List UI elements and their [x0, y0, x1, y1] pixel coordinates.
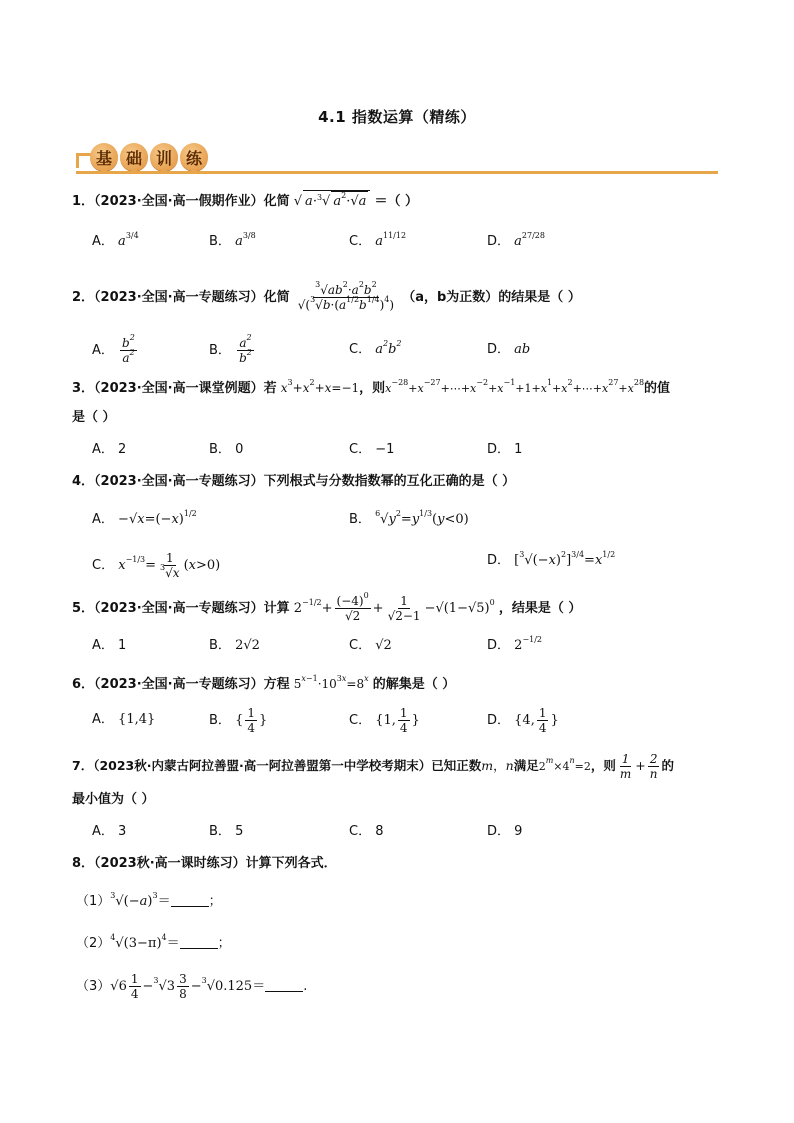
banner-char: 基 — [90, 143, 118, 171]
q5-option-c[interactable]: C． √2 — [349, 638, 392, 653]
q2-option-b[interactable]: B． $\frac{a^2}{b^2}$ — [209, 333, 252, 365]
q1-option-d[interactable]: D． $a^{27/28}$ — [487, 231, 545, 249]
question-1-formula: √ a·$^3$√ $a^2\cdot√a$ — [294, 194, 371, 209]
question-6: 6．（2023·全国·高一专题练习）方程 $5^{x-1}\cdot 10^{3x}=8^x$ 的解集是（ ） — [72, 674, 456, 692]
q2-option-d[interactable]: D． ab — [487, 342, 531, 357]
banner-label — [90, 143, 210, 171]
q2-option-c[interactable]: C． $a^2b^2$ — [349, 339, 402, 357]
q5-option-a[interactable]: A． 1 — [92, 638, 127, 653]
q6-option-a[interactable]: A． {1,4} — [92, 712, 156, 727]
question-2-fraction: $\frac{^3√ab^2\cdot a^2b^2}{√(^3√b\cdot(a^{1/2}b^{1/4})^4)}$ — [297, 280, 395, 312]
q7-option-c[interactable]: C． 8 — [349, 824, 384, 839]
section-banner — [76, 143, 718, 175]
q8-part-2: $(2)^4√(3-\pi)^4=$ ； — [76, 933, 231, 951]
question-5-text: 5．（2023·全国·高一专题练习）计算 — [72, 601, 290, 616]
q3-option-a[interactable]: A． 2 — [92, 442, 127, 457]
answer-blank[interactable] — [180, 936, 218, 949]
answer-blank[interactable] — [171, 894, 209, 907]
q2-option-a[interactable]: A． $\frac{b^2}{a^2}$ — [92, 333, 135, 365]
question-2-suffix: （a，b为正数）的结果是（ ） — [402, 290, 581, 305]
q5-option-d[interactable]: D． $2^{-1/2}$ — [487, 635, 543, 653]
page-title: 4.1 指数运算（精练） — [318, 108, 476, 126]
q5-option-b[interactable]: B． 2√2 — [209, 638, 260, 653]
banner-underline — [76, 171, 718, 174]
question-2 — [72, 280, 581, 312]
q6-option-d[interactable]: D． {4, $\frac{1}{4}$ } — [487, 706, 559, 735]
banner-corner — [76, 153, 91, 168]
q6-option-b[interactable]: B． { $\frac{1}{4}$ } — [209, 706, 268, 735]
q4-option-d[interactable]: D． $[^3√(-x)^2]^{3/4}=x^{1/2}$ — [487, 550, 616, 568]
question-3-condition: $x^3+x^2+x=-1$ — [280, 378, 360, 395]
question-3-line2: 是（ ） — [72, 410, 116, 425]
question-6-equation: $5^{x-1}\cdot 10^{3x}=8^x$ — [293, 674, 369, 691]
question-8: 8．（2023秋·高一课时练习）计算下列各式． — [72, 856, 337, 871]
q4-option-b[interactable]: B． $^6√y^2=y^{1/3}(y<0)$ — [349, 509, 469, 527]
question-3-text: 3．（2023·全国·高一课堂例题）若 — [72, 381, 277, 396]
q4-option-a[interactable]: A． $-√x=(-x)^{1/2}$ — [92, 509, 197, 527]
question-1-text: 1．（2023·全国·高一假期作业）化简 — [72, 194, 290, 209]
q8-part-3: （3）√6 $\frac{1}{4}$ −$^3$√3 $\frac{3}{8}$ −$^3$√0.125＝ . — [76, 972, 308, 1001]
question-1 — [72, 190, 418, 212]
question-2-text: 2．（2023·全国·高一专题练习）化简 — [72, 290, 290, 305]
banner-char: 练 — [180, 143, 208, 171]
question-7-line2: 最小值为（ ） — [72, 792, 155, 807]
q3-option-b[interactable]: B． 0 — [209, 442, 244, 457]
q1-option-c[interactable]: C． $a^{11/12}$ — [349, 231, 407, 249]
q3-option-c[interactable]: C． −1 — [349, 442, 395, 457]
question-4: 4．（2023·全国·高一专题练习）下列根式与分数指数幂的互化正确的是（ ） — [72, 474, 516, 489]
question-3-expression: $x^{-28}+x^{-27}+\cdots+x^{-2}+x^{-1}+1+x^1+x^2+\cdots+x^{27}+x^{28}$ — [385, 378, 645, 395]
q1-option-b[interactable]: B． $a^{3/8}$ — [209, 231, 256, 249]
banner-char: 训 — [150, 143, 178, 171]
answer-blank[interactable] — [265, 979, 303, 992]
question-5-expression: $2^{-1/2}+$ — [293, 598, 333, 616]
q6-option-c[interactable]: C． {1, $\frac{1}{4}$ } — [349, 706, 420, 735]
question-7-text: 7．（2023秋·内蒙古阿拉善盟·高一阿拉善盟第一中学校考期末）已知正数 — [72, 758, 482, 773]
question-6-text: 6．（2023·全国·高一专题练习）方程 — [72, 677, 290, 692]
banner-char: 础 — [120, 143, 148, 171]
question-5: 5．（2023·全国·高一专题练习）计算 $2^{-1/2}+$ $\frac{(-4)^0}{√2}$ + $\frac{1}{√2-1}$ $-√(1-√5)^0$ ，结果是（ ） — [72, 591, 582, 623]
q7-option-b[interactable]: B． 5 — [209, 824, 244, 839]
q8-part-1: $(1)^3√(-a)^3=$ ； — [76, 891, 222, 909]
question-1-suffix: ＝（ ） — [374, 194, 419, 209]
q7-option-a[interactable]: A． 3 — [92, 824, 127, 839]
q4-option-c[interactable]: C． $x^{-1/3}=$ $\frac{1}{^3√x}$ (x>0) — [92, 551, 221, 580]
question-3: 3．（2023·全国·高一课堂例题）若 $x^3+x^2+x=-1$，则$x^{-28}+x^{-27}+\cdots+x^{-2}+x^{-1}+1+x^1+x^2+\cdots+x^{27}+x^{28}$的值 — [72, 378, 671, 396]
question-7: 7．（2023秋·内蒙古阿拉善盟·高一阿拉善盟第一中学校考期末）已知正数m，n满足$2^m\times 4^n=2$，则 $\frac{1}{m}$ + $\frac{2}{n}$ 的 — [72, 752, 675, 781]
q3-option-d[interactable]: D． 1 — [487, 442, 523, 457]
q7-option-d[interactable]: D． 9 — [487, 824, 523, 839]
q1-option-a[interactable]: A． $a^{3/4}$ — [92, 231, 139, 249]
